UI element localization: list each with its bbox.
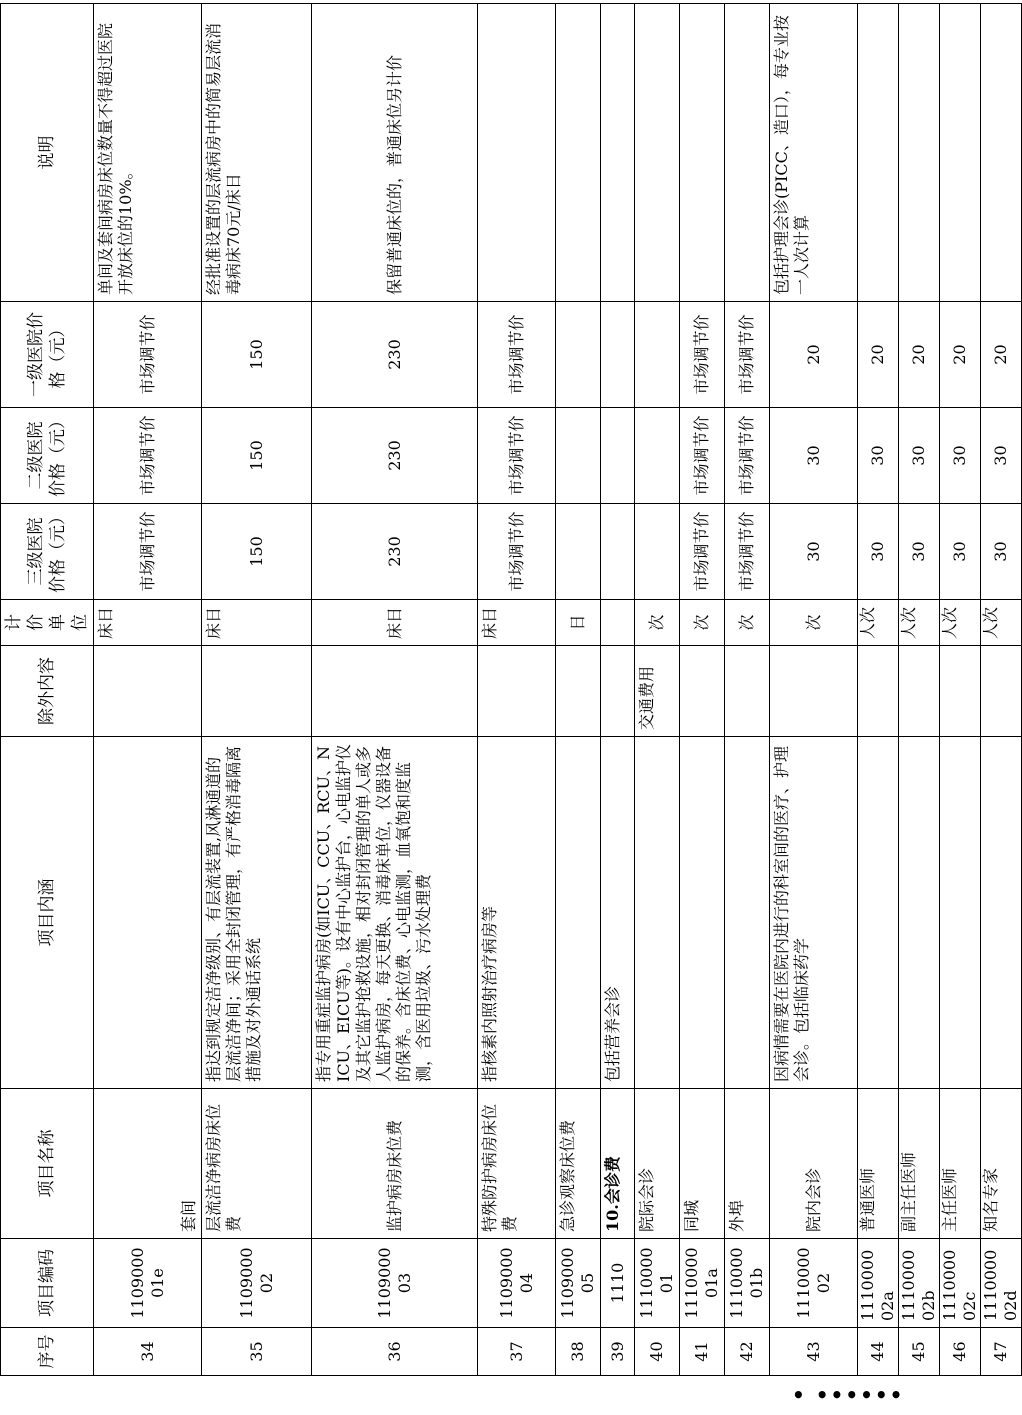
- cell-name: 知名专家: [981, 1089, 1022, 1239]
- cell-content: [680, 737, 725, 1089]
- table-row: [601, 4, 635, 1376]
- table-row: [312, 4, 478, 1376]
- table-row: [202, 4, 312, 1376]
- cell-excluded: [680, 646, 725, 737]
- cell-unit: 床日: [312, 600, 478, 646]
- table-row: [556, 4, 601, 1376]
- cell-content: [899, 737, 940, 1089]
- cell-unit: 次: [680, 600, 725, 646]
- table-row: [635, 4, 680, 1376]
- header-name: 项目名称: [1, 1089, 94, 1239]
- cell-code: 110900002: [202, 1239, 312, 1328]
- header-price1: 一级医院价格（元）: [1, 302, 94, 408]
- cell-content: [556, 737, 601, 1089]
- cell-code: 110900003: [312, 1239, 478, 1328]
- cell-code: 110900001e: [94, 1239, 202, 1328]
- header-content: 项目内涵: [1, 737, 94, 1089]
- cell-price2: [601, 408, 635, 504]
- table-row: [680, 4, 725, 1376]
- table-row: [725, 4, 770, 1376]
- header-note: 说明: [1, 4, 94, 302]
- cell-name: 主任医师: [940, 1089, 981, 1239]
- header-row: [1, 4, 94, 1376]
- cell-excluded: [858, 646, 899, 737]
- cell-price3: [635, 504, 680, 600]
- header-price2: 二级医院价格（元）: [1, 408, 94, 504]
- table-row: [770, 4, 858, 1376]
- table-row: [981, 4, 1022, 1376]
- cell-seq: 47: [981, 1328, 1022, 1376]
- cell-price2: 30: [940, 408, 981, 504]
- cell-code: 111000001: [635, 1239, 680, 1328]
- header-price3: 三级医院价格（元）: [1, 504, 94, 600]
- cell-price1: [556, 302, 601, 408]
- cell-price1: 20: [981, 302, 1022, 408]
- cell-name: 10.会诊费: [601, 1089, 635, 1239]
- cell-unit: 人次: [981, 600, 1022, 646]
- cell-unit: [601, 600, 635, 646]
- cell-note: [858, 4, 899, 302]
- cell-unit: 次: [725, 600, 770, 646]
- cell-price2: 150: [202, 408, 312, 504]
- cell-excluded: [770, 646, 858, 737]
- cell-content: 指达到规定洁净级别、有层流装置,风淋通道的层流洁净间；采用全封闭管理，有严格消毒隔离措施及对外通话系统: [202, 737, 312, 1089]
- cell-code: 110900004: [478, 1239, 556, 1328]
- cell-price3: 30: [770, 504, 858, 600]
- cell-note: [601, 4, 635, 302]
- cell-seq: 38: [556, 1328, 601, 1376]
- cell-note: [940, 4, 981, 302]
- cell-price1: 230: [312, 302, 478, 408]
- cell-content: [635, 737, 680, 1089]
- cell-content: [858, 737, 899, 1089]
- cell-seq: 41: [680, 1328, 725, 1376]
- cell-price1: 市场调节价: [94, 302, 202, 408]
- cell-price2: 30: [981, 408, 1022, 504]
- cell-price1: [601, 302, 635, 408]
- cell-unit: 人次: [899, 600, 940, 646]
- cell-seq: 45: [899, 1328, 940, 1376]
- cell-note: [478, 4, 556, 302]
- cell-name: 层流洁净病房床位费: [202, 1089, 312, 1239]
- cell-code: 111000001b: [725, 1239, 770, 1328]
- cell-price1: 市场调节价: [680, 302, 725, 408]
- cell-excluded: 交通费用: [635, 646, 680, 737]
- cell-seq: 43: [770, 1328, 858, 1376]
- cell-price1: 市场调节价: [725, 302, 770, 408]
- cell-name: 副主任医师: [899, 1089, 940, 1239]
- cell-seq: 42: [725, 1328, 770, 1376]
- cell-excluded: [478, 646, 556, 737]
- cell-excluded: [601, 646, 635, 737]
- cell-price3: 30: [858, 504, 899, 600]
- cell-price3: 市场调节价: [94, 504, 202, 600]
- cell-unit: 床日: [94, 600, 202, 646]
- cell-price2: 市场调节价: [478, 408, 556, 504]
- cell-price2: 市场调节价: [725, 408, 770, 504]
- cell-price3: 30: [940, 504, 981, 600]
- cell-price3: 市场调节价: [725, 504, 770, 600]
- table-row: [478, 4, 556, 1376]
- cell-price1: [635, 302, 680, 408]
- cell-note: 经批准设置的层流病房中的简易层流消毒病床70元/床日: [202, 4, 312, 302]
- cell-note: [680, 4, 725, 302]
- cell-seq: 46: [940, 1328, 981, 1376]
- cell-name: 特殊防护病房床位费: [478, 1089, 556, 1239]
- cell-price3: 230: [312, 504, 478, 600]
- cell-content: [981, 737, 1022, 1089]
- cell-note: 保留普通床位的，普通床位另计价: [312, 4, 478, 302]
- cell-price3: 150: [202, 504, 312, 600]
- cell-price2: 230: [312, 408, 478, 504]
- cell-name: 同城: [680, 1089, 725, 1239]
- cell-unit: 次: [770, 600, 858, 646]
- cell-content: 指核素内照射治疗病房等: [478, 737, 556, 1089]
- cell-price2: 30: [899, 408, 940, 504]
- cell-price3: 市场调节价: [680, 504, 725, 600]
- cell-unit: 床日: [478, 600, 556, 646]
- cell-unit: 日: [556, 600, 601, 646]
- cell-unit: 人次: [858, 600, 899, 646]
- cell-note: 单间及套间病房床位数量不得超过医院开放床位的10%。: [94, 4, 202, 302]
- cell-note: [899, 4, 940, 302]
- cell-price3: [601, 504, 635, 600]
- price-table: [0, 3, 1022, 1376]
- cell-excluded: [202, 646, 312, 737]
- header-code: 项目编码: [1, 1239, 94, 1328]
- cell-seq: 35: [202, 1328, 312, 1376]
- table-row: [858, 4, 899, 1376]
- cell-excluded: [94, 646, 202, 737]
- cell-excluded: [981, 646, 1022, 737]
- cell-content: [94, 737, 202, 1089]
- cell-code: 111000002d: [981, 1239, 1022, 1328]
- cell-seq: 39: [601, 1328, 635, 1376]
- cell-price1: 20: [770, 302, 858, 408]
- cell-excluded: [725, 646, 770, 737]
- cell-unit: 床日: [202, 600, 312, 646]
- cell-code: 111000002: [770, 1239, 858, 1328]
- cell-content: 包括营养会诊: [601, 737, 635, 1089]
- cell-seq: 37: [478, 1328, 556, 1376]
- cell-excluded: [940, 646, 981, 737]
- table-row: [94, 4, 202, 1376]
- cell-price3: [556, 504, 601, 600]
- cell-content: 因病情需要在医院内进行的科室间的医疗、护理会诊。包括临床药学: [770, 737, 858, 1089]
- cell-price2: 市场调节价: [680, 408, 725, 504]
- cell-price3: 30: [899, 504, 940, 600]
- cell-content: 指专用重症监护病房(如ICU、CCU、RCU、NICU、EICU等)。设有中心监护台，心电监护仪及其它监护抢救设施，相对封闭管理的单人或多人监护病房，每天更换、消毒床单位，仪器设备的保养。含床位费、心电监测，血氧饱和度监测，含医用垃圾、污水处理费: [312, 737, 478, 1089]
- cell-note: 包括护理会诊(PICC、造口），每专业按一人次计算: [770, 4, 858, 302]
- cell-seq: 44: [858, 1328, 899, 1376]
- cell-note: [725, 4, 770, 302]
- cell-price1: 20: [940, 302, 981, 408]
- cell-note: [556, 4, 601, 302]
- cell-code: 111000002c: [940, 1239, 981, 1328]
- cell-code: 111000002a: [858, 1239, 899, 1328]
- cell-price1: 20: [899, 302, 940, 408]
- cell-price3: 30: [981, 504, 1022, 600]
- cell-excluded: [556, 646, 601, 737]
- cell-unit: 次: [635, 600, 680, 646]
- cell-name: 套间: [94, 1089, 202, 1239]
- cell-name: 急诊观察床位费: [556, 1089, 601, 1239]
- header-seq: 序号: [1, 1328, 94, 1376]
- cell-name: 普通医师: [858, 1089, 899, 1239]
- cell-price2: 30: [770, 408, 858, 504]
- cell-excluded: [899, 646, 940, 737]
- footer-dots: • ••••••: [792, 1383, 905, 1407]
- cell-note: [635, 4, 680, 302]
- cell-content: [725, 737, 770, 1089]
- cell-content: [940, 737, 981, 1089]
- cell-note: [981, 4, 1022, 302]
- cell-price2: [635, 408, 680, 504]
- cell-price1: 市场调节价: [478, 302, 556, 408]
- cell-code: 111000002b: [899, 1239, 940, 1328]
- cell-price3: 市场调节价: [478, 504, 556, 600]
- header-unit: 计价单位: [1, 600, 94, 646]
- cell-code: 110900005: [556, 1239, 601, 1328]
- header-excluded: 除外内容: [1, 646, 94, 737]
- table-row: [899, 4, 940, 1376]
- cell-name: 外埠: [725, 1089, 770, 1239]
- cell-seq: 40: [635, 1328, 680, 1376]
- cell-price1: 20: [858, 302, 899, 408]
- table-row: [940, 4, 981, 1376]
- cell-seq: 34: [94, 1328, 202, 1376]
- cell-seq: 36: [312, 1328, 478, 1376]
- cell-code: 1110: [601, 1239, 635, 1328]
- cell-unit: 人次: [940, 600, 981, 646]
- cell-name: 监护病房床位费: [312, 1089, 478, 1239]
- cell-name: 院内会诊: [770, 1089, 858, 1239]
- cell-price1: 150: [202, 302, 312, 408]
- cell-excluded: [312, 646, 478, 737]
- cell-price2: [556, 408, 601, 504]
- cell-name: 院际会诊: [635, 1089, 680, 1239]
- cell-price2: 30: [858, 408, 899, 504]
- cell-code: 111000001a: [680, 1239, 725, 1328]
- cell-price2: 市场调节价: [94, 408, 202, 504]
